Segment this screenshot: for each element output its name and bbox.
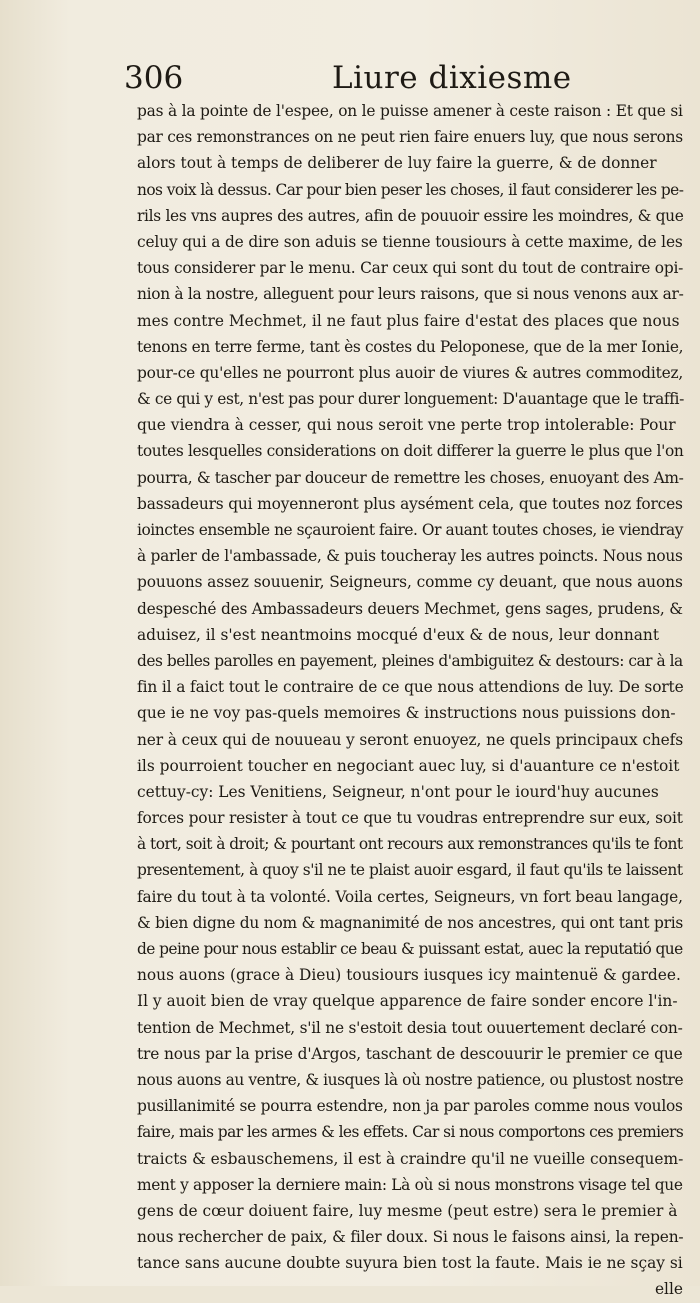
text-line: à parler de l'ambassade, & puis toucheray les autres poincts. Nous nous: [137, 547, 683, 566]
text-line: cettuy-cy: Les Venitiens, Seigneur, n'ont pour le iourd'huy aucunes: [137, 782, 659, 801]
text-line: à tort, soit à droit; & pourtant ont recours aux remonstrances qu'ils te font: [137, 835, 683, 854]
text-line: traicts & esbauschemens, il est à craindre qu'il ne vueille consequem-: [137, 1149, 684, 1168]
text-line: pour-ce qu'elles ne pourront plus auoir de viures & autres commoditez,: [137, 363, 684, 382]
text-line: alors tout à temps de deliberer de luy faire la guerre, & de donner: [137, 154, 657, 173]
text-line: tance sans aucune doubte suyura bien tost la faute. Mais ie ne sçay si: [137, 1254, 683, 1273]
text-line: aduisez, il s'est neantmoins mocqué d'eux & de nous, leur donnant: [137, 625, 660, 644]
text-line: celuy qui a de dire son aduis se tienne tousiours à cette maxime, de les: [137, 232, 683, 251]
running-title: Liure dixiesme: [332, 60, 572, 96]
text-line: nous auons au ventre, & iusques là où nostre patience, ou plustost nostre: [137, 1070, 684, 1089]
text-line: gens de cœur doiuent faire, luy mesme (peut estre) sera le premier à: [137, 1201, 678, 1220]
text-line: fin il a faict tout le contraire de ce que nous attendions de luy. De sorte: [137, 678, 684, 697]
text-line: & ce qui y est, n'est pas pour durer longuement: D'auantage que le traffi-: [137, 390, 684, 409]
text-line: tous considerer par le menu. Car ceux qui sont du tout de contraire opi-: [137, 259, 684, 278]
text-line: bassadeurs qui moyenneront plus aysément cela, que toutes noz forces: [137, 494, 683, 513]
text-line: & bien digne du nom & magnanimité de nos ancestres, qui ont tant pris: [137, 913, 684, 932]
text-line: rils les vns aupres des autres, afin de pouuoir essire les moindres, & que: [137, 206, 684, 225]
text-line: nion à la nostre, alleguent pour leurs raisons, que si nous venons aux ar-: [137, 285, 684, 304]
text-line: nos voix là dessus. Car pour bien peser les choses, il faut considerer les pe-: [137, 180, 684, 199]
text-line: que viendra à cesser, qui nous seroit vne perte trop intolerable: Pour: [137, 416, 676, 435]
text-line: ner à ceux qui de nouueau y seront enuoyez, ne quels principaux chefs: [137, 730, 684, 749]
text-line: presentement, à quoy s'il ne te plaist auoir esgard, il faut qu'ils te laissent: [137, 861, 683, 880]
text-line: forces pour resister à tout ce que tu voudras entreprendre sur eux, soit: [137, 809, 683, 828]
text-line: faire, mais par les armes & les effets. Car si nous comportons ces premiers: [137, 1123, 684, 1142]
text-line: des belles parolles en payement, pleines d'ambiguitez & destours: car à la: [137, 651, 683, 670]
page-header: [124, 58, 594, 98]
text-line: nous auons (grace à Dieu) tousiours iusques icy maintenuë & gardee.: [137, 966, 681, 985]
text-line: de peine pour nous establir ce beau & puissant estat, auec la reputatió que: [137, 940, 683, 958]
text-line: pourra, & tascher par douceur de remettre les choses, enuoyant des Am-: [137, 468, 684, 487]
text-line: toutes lesquelles considerations on doit differer la guerre le plus que l'on: [137, 442, 684, 461]
text-line: que ie ne voy pas-quels memoires & instructions nous puissions don-: [137, 704, 676, 723]
text-line: ioinctes ensemble ne sçauroient faire. Or auant toutes choses, ie viendray: [137, 521, 684, 539]
text-line: Il y auoit bien de vray quelque apparence de faire sonder encore l'in-: [137, 992, 678, 1011]
text-line: despesché des Ambassadeurs deuers Mechmet, gens sages, prudens, &: [137, 599, 683, 618]
text-line: tre nous par la prise d'Argos, taschant de descouurir le premier ce que: [137, 1044, 683, 1063]
text-line: tenons en terre ferme, tant ès costes du Peloponese, que de la mer Ionie,: [137, 337, 684, 356]
text-line: faire du tout à ta volonté. Voila certes, Seigneurs, vn fort beau langage,: [137, 887, 683, 906]
text-line: tention de Mechmet, s'il ne s'estoit desia tout ouuertement declaré con-: [137, 1018, 683, 1037]
text-line: pouuons assez souuenir, Seigneurs, comme cy deuant, que nous auons: [137, 573, 683, 592]
text-line: par ces remonstrances on ne peut rien faire enuers luy, que nous serons: [137, 128, 683, 147]
text-line: ils pourroient toucher en negociant auec luy, si d'auanture ce n'estoit: [137, 756, 680, 775]
text-line: elle: [654, 1280, 683, 1299]
page-number: 306: [124, 60, 184, 96]
text-line: ment y apposer la derniere main: Là où si nous monstrons visage tel que: [137, 1175, 683, 1194]
text-line: mes contre Mechmet, il ne faut plus faire d'estat des places que nous: [137, 311, 680, 330]
text-line: pas à la pointe de l'espee, on le puisse amener à ceste raison : Et que si: [137, 102, 683, 120]
text-line: nous rechercher de paix, & filer doux. Si nous le faisons ainsi, la repen-: [137, 1228, 684, 1247]
body-text: [137, 98, 683, 1303]
text-line: pusillanimité se pourra estendre, non ja par paroles comme nous voulos: [137, 1097, 683, 1116]
